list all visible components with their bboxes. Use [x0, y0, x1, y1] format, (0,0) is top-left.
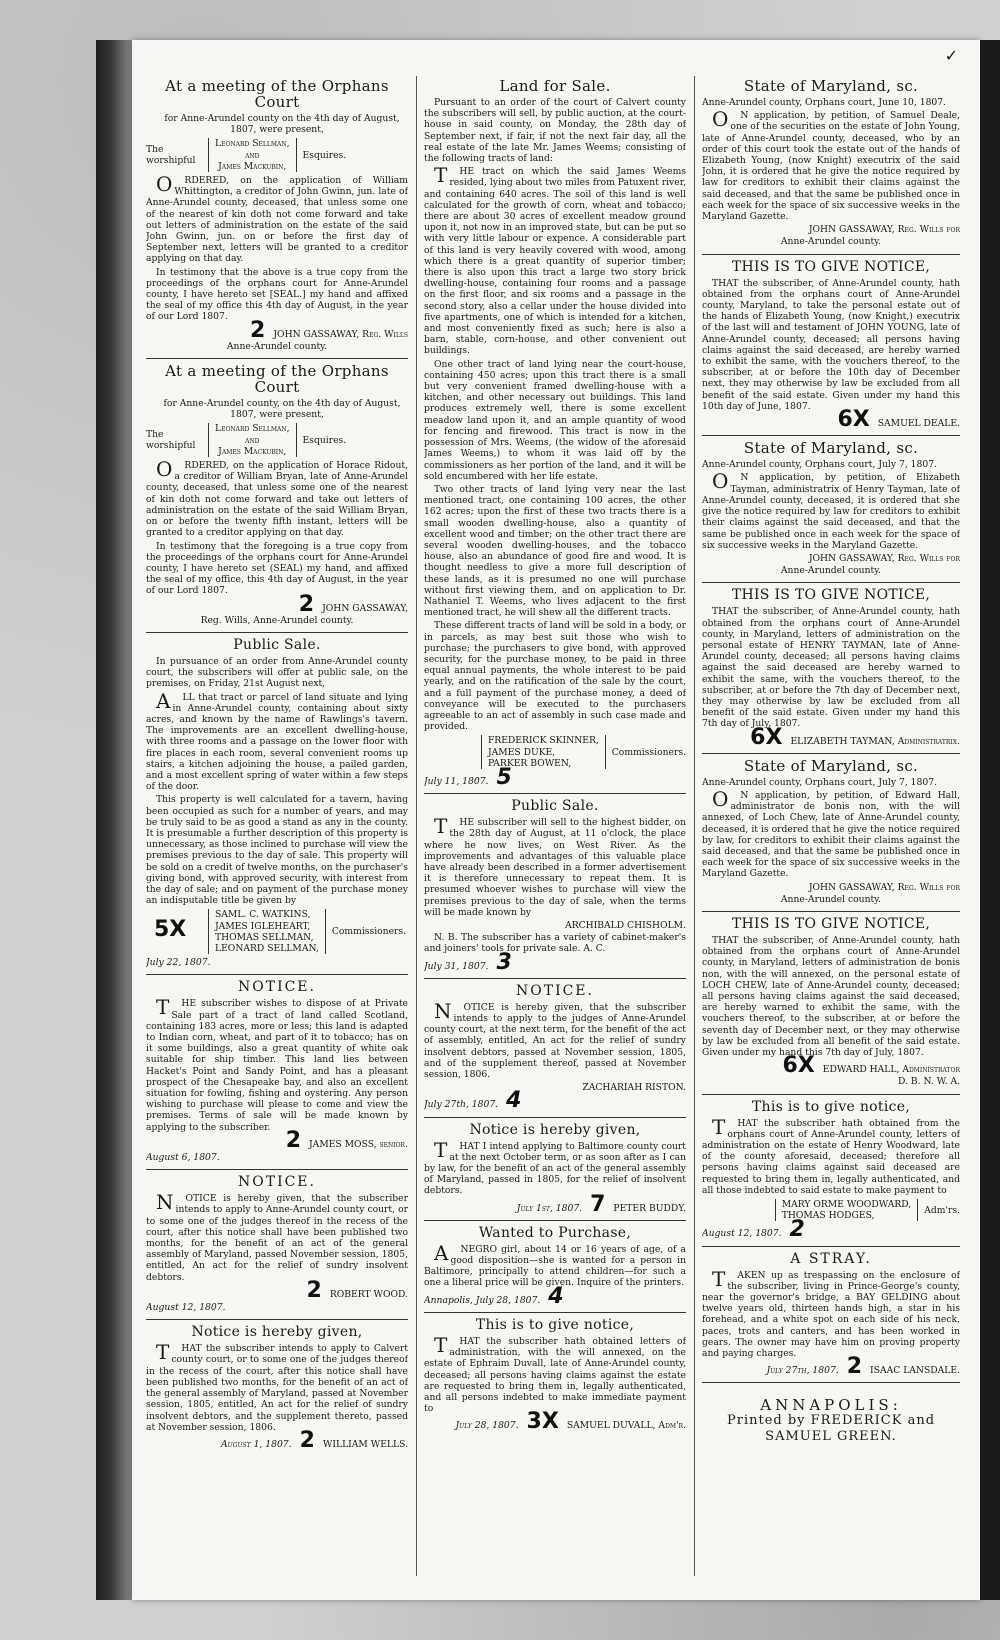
ad-body: Pursuant to an order of the court of Calvert county the subscribers will sell, by public auction, at the court-house in said county, on Monday, the 28th day of September next, if fair, if not the next fair day, all the real estate of the late Mr. James Weems; consisting of the following tracts of land: — [424, 97, 686, 165]
ad-body: ORDERED, on the application of William Whittington, a creditor of John Gwinn, jun. late of Anne-Arundel county, deceased, that unless some one of the nearest of kin doth not come forward and take out letters of administration on the estate of the said John Gwinn, jun. on or before the first day of September next, letters will be granted to a creditor applying on that day. — [146, 172, 408, 265]
signature — [702, 1354, 960, 1380]
ad-body: ANEGRO girl, about 14 or 16 years of age, of a good disposition—she is wanted for a person in Baltimore, principally to attend children—for such a one a liberal price will be given. Inquire of the printers. — [424, 1240, 686, 1289]
signature-name: SAMUEL DUVALL, Adm'r. — [566, 1420, 686, 1432]
signature — [424, 1409, 686, 1435]
ad-subtitle: for Anne-Arundel county on the 4th day of August, 1807, were present, — [164, 113, 400, 136]
ad-body: ON application, by petition, of Samuel Deale, one of the securities on the estate of John Young, late of Anne-Arundel county, deceased, who by an order of this court took the estate out of the hands of Elizabeth Young, (now Knight) executrix of the said John, it is ordered that he give the notice required by law for creditors to exhibit their claims against the said deceased, and that the same be published once in each week for the space of six successive weeks in the Maryland Gazette. — [702, 107, 960, 223]
ad-title: This is to give notice, — [751, 1098, 911, 1115]
newspaper-page — [132, 40, 980, 1600]
divider — [702, 1094, 960, 1095]
a-stray — [702, 1250, 960, 1380]
ad-nb: N. B. The subscriber has a variety of cabinet-maker's and joiners' tools for private sale. A. C. — [424, 932, 686, 955]
handwritten-mark: 7 — [590, 1191, 606, 1217]
justice-name: James Mackubin, — [218, 160, 287, 172]
ad-body: THAT the subscriber, of Anne-Arundel county, hath obtained from the orphans court of Anne-Arundel county, in Maryland, letters of administration on the personal estate of HENRY TAYMAN, late of Anne-Arundel county, deceased; all persons having claims against the said deceased are hereby warned to exhibit the same, with the vouchers thereof, to the subscriber, at or before the 7th day of December next, they may otherwise by law be excluded from all benefit of the said estate. Given under my hand this 7th day of July, 1807. — [702, 606, 960, 730]
ad-body: ORDERED, on the application of Horace Ridout, a creditor of William Bryan, late of Anne-Arundel county, deceased, that unless some one of the nearest of kin doth not come forward and take out letters of administration on the estate of the said William Bryan, on or before the twenty fifth instant, letters will be granted to a creditor applying on that day. — [146, 457, 408, 539]
signature-office: Anne-Arundel county. — [780, 236, 882, 248]
notice-robert-wood — [146, 1174, 408, 1313]
divider — [702, 1382, 960, 1383]
signature — [702, 724, 960, 750]
signature — [146, 591, 408, 617]
commissioner-name: FREDERICK SKINNER, — [487, 735, 599, 747]
ad-body: NOTICE is hereby given, that the subscriber intends to apply to the judges of Anne-Arundel county court, at the next term, for the benefit of the act of assembly, entitled, An act for the relief of sundry insolvent debtors, passed at November session, 1805, and of the supplement thereof, passed at November session, 1806. — [424, 998, 686, 1081]
give-notice-edward-hall — [702, 916, 960, 1088]
handwritten-mark: 2 — [285, 1127, 301, 1153]
notice-scotland-land — [146, 979, 408, 1163]
ad-date: July 28, 1807. — [455, 1420, 519, 1432]
column-1 — [146, 76, 408, 1576]
ad-body: THE tract on which the said James Weems resided, lying about two miles from Patuxent river, and containing 640 acres. The soil of this land is well calculated for the growth of corn, wheat and tobacco; there are about 30 acres of excellent meadow ground upon it, not now in an improved state, but can be put so with very little labour or expence. A considerable part of this land is very heavily covered with wood, among which there is a great quantity of superior timber; there is also upon this tract a large two story brick dwelling-house, containing four rooms and a passage on the first floor, and six rooms and a passage in the second story, also a cellar under the house divided into five apartments, one of which is intended for a kitchen, and most conveniently fixed as such; here is also a barn, stable, corn-house, and other convenient out buildings. — [424, 163, 686, 357]
ad-body: In pursuance of an order from Anne-Arundel county court, the subscribers will offer at public sale, on the premises, on Friday, 21st August next, — [146, 655, 408, 690]
divider — [424, 978, 686, 979]
colophon — [702, 1397, 960, 1445]
names-suffix: Esquires. — [302, 149, 347, 161]
justices-list — [146, 423, 408, 457]
column-rule — [694, 76, 695, 1576]
ad-date: August 12, 1807. — [146, 1302, 226, 1314]
divider — [146, 632, 408, 633]
signature: ZACHARIAH RISTON. — [582, 1082, 686, 1094]
ad-title: This is to give notice, — [475, 1316, 635, 1333]
handwritten-mark: 4 — [506, 1088, 522, 1114]
commissioners-list — [424, 735, 686, 769]
justices-list — [146, 138, 408, 172]
notice-william-wells — [146, 1324, 408, 1453]
divider — [702, 911, 960, 912]
signature: JOHN GASSAWAY, Reg. Wills for — [808, 881, 960, 893]
ad-title: At a meeting of the Orphans Court — [165, 362, 389, 397]
ad-body: THAT the subscriber hath obtained from the orphans court of Anne-Arundel county, letters of administration on the estate of Henry Woodward, late of the county aforesaid, deceased; therefore all persons having claims against said deceased are requested to bring them in, legally authenticated, and all those indebted to said estate to make payment to — [702, 1114, 960, 1196]
ad-title: At a meeting of the Orphans Court — [165, 77, 389, 111]
handwritten-mark: 2 — [299, 1427, 315, 1453]
handwritten-mark: 4 — [548, 1283, 564, 1309]
ad-body: ON application, by petition, of Elizabeth Tayman, administratrix of Henry Tayman, late of Anne-Arundel county, deceased, it is ordered that she give the notice required by law for creditors to exhibit their claims against the said deceased, and that the same be published once in each week for the space of six successive weeks in the Maryland Gazette. — [702, 469, 960, 551]
date-text: August 12, 1807. — [702, 1228, 782, 1240]
mark-text: 5X — [154, 917, 187, 943]
signature-name: WILLIAM WELLS. — [322, 1438, 408, 1450]
ad-title: Land for Sale. — [499, 77, 611, 95]
land-for-sale-weems — [424, 77, 686, 790]
ad-date: July 27th, 1807. — [766, 1365, 839, 1377]
divider — [146, 1169, 408, 1170]
orphans-court-notice-gwinn — [146, 78, 408, 352]
scan-right-edge — [980, 40, 1000, 1600]
signature-name: PETER BUDDY. — [613, 1202, 686, 1214]
names-bracket — [208, 423, 297, 457]
signature-office: Anne-Arundel county. — [226, 340, 328, 352]
ad-date — [702, 1217, 960, 1243]
ad-date — [424, 1283, 686, 1309]
ad-title: Public Sale. — [233, 636, 321, 653]
ad-title: Public Sale. — [511, 798, 599, 815]
divider — [146, 358, 408, 359]
signature — [702, 407, 960, 433]
names-prefix: The worshipful — [146, 429, 196, 452]
notice-duvall-estate — [424, 1316, 686, 1435]
ad-body: These different tracts of land will be sold in a body, or in parcels, as may best suit those who wish to purchase; the purchasers to give bond, with approved security, for the purchase money, to be paid in three equal annual payments, the whole interest to be paid yearly, and on the ratification of the sale by the court, and a full payment of the purchase money, a deed of conveyance will be executed to the purchasers agreeable to an act of assembly in such case made and provided. — [424, 620, 686, 733]
divider — [702, 582, 960, 583]
handwritten-mark: 6X — [782, 1053, 815, 1079]
column-rule — [416, 76, 417, 1576]
public-sale-west-river — [424, 798, 686, 975]
ad-title: Notice is hereby given, — [469, 1121, 641, 1138]
names-bracket — [208, 138, 297, 172]
signature — [702, 1053, 960, 1079]
signature-name: JAMES MOSS, senior. — [309, 1138, 408, 1150]
signature: JOHN GASSAWAY, Reg. Wills for — [808, 224, 960, 236]
ad-body: NOTICE is hereby given, that the subscriber intends to apply to Anne-Arundel county court, or to some one of the judges thereof in the recess of the court, after this notice shall have been published two months, for the benefit of an act of the general assembly of Maryland, passed November session, 1805, entitled, An act for the relief of sundry insolvent debtors. — [146, 1190, 408, 1283]
signature — [146, 1277, 408, 1303]
divider — [424, 1117, 686, 1118]
names-prefix: The worshipful — [146, 144, 196, 167]
state-of-maryland-chew — [702, 758, 960, 905]
justice-name: Leonard Sellman, — [215, 423, 290, 435]
ad-body: THAT I intend applying to Baltimore county court at the next October term, or as soon after as I can by law, for the benefit of an act of the general assembly of Maryland, passed in 1805, for the relief of insolvent debtors. — [424, 1137, 686, 1197]
handwritten-mark: 2 — [306, 1277, 322, 1303]
ad-subtitle: Anne-Arundel county, Orphans court, June 10, 1807. — [702, 97, 947, 108]
ad-subtitle: Anne-Arundel county, Orphans court, July 7, 1807. — [702, 776, 937, 788]
handwritten-mark: 2 — [298, 591, 315, 617]
ad-subtitle: for Anne-Arundel county, on the 4th day of August, 1807, were present, — [163, 398, 401, 421]
ad-subtitle: Anne-Arundel county, Orphans court, July 7, 1807. — [702, 459, 937, 471]
orphans-court-notice-bryan — [146, 363, 408, 626]
handwritten-mark: 2 — [250, 317, 266, 343]
handwritten-mark: 2 — [789, 1217, 805, 1243]
commissioner-name: JAMES DUKE, — [487, 746, 556, 758]
wanted-to-purchase — [424, 1224, 686, 1309]
commissioners-list — [146, 909, 408, 954]
ad-body: This property is well calculated for a tavern, having been occupied as such for a number of years, and may be truly said to be as good a stand as any in the county. It is presumable a further description of this property is unnecessary, as those inclined to purchase will view the premises previous to the day of sale. This property will be sold on a credit of twelve months, on the purchaser's giving bond, with approved security, with interest from the day of sale; and on payment of the purchase money an indisputable title be given by — [146, 794, 408, 907]
ad-date: August 6, 1807. — [146, 1152, 220, 1164]
signature-name: ISAAC LANSDALE. — [870, 1365, 960, 1377]
conjunction: and — [245, 149, 260, 161]
divider — [702, 753, 960, 754]
date-text: July 27th, 1807. — [424, 1099, 499, 1111]
names-bracket — [208, 909, 326, 954]
signature-name: ELIZABETH TAYMAN, Administratrix. — [790, 735, 960, 747]
ad-date — [424, 949, 686, 975]
ad-body: ALL that tract or parcel of land situate and lying in Anne-Arundel county, containing about sixty acres, and known by the name of Rawlings's tavern. The improvements are an excellent dwelling-house, with three rooms and a passage on the lower floor with fire places in each room, several convenient rooms up stairs, a kitchen adjoining the house, a pailed garden, and a most excellent spring of water within a few steps of the door. — [146, 688, 408, 793]
ad-title: THIS IS TO GIVE NOTICE, — [731, 258, 931, 275]
binding-shadow — [96, 40, 136, 1600]
divider — [146, 974, 408, 975]
justice-name: James Mackubin, — [218, 445, 287, 457]
signature — [146, 317, 408, 343]
ad-body: TAKEN up as trespassing on the enclosure of the subscriber, living in Prince-George's county, near the governor's bridge, a BAY GELDING about twelve years old, thirteen hands high, a star in his forehead, and a white spot on each side of his neck, paces, trots and canters, and has been worked in gears. The owner may have him on proving property and paying charges. — [702, 1266, 960, 1360]
commissioner-name: THOMAS SELLMAN, — [215, 931, 314, 943]
ad-title: NOTICE. — [516, 982, 594, 999]
handwritten-mark: 3X — [526, 1409, 559, 1435]
commissioner-name: PARKER BOWEN, — [487, 757, 572, 769]
ad-body: One other tract of land lying near the court-house, containing 450 acres; upon this tract there is a small but very convenient framed dwelling-house with a kitchen, and other necessary out buildings. This land produces extremely well, there is some excellent meadow land upon it, and an ample quantity of wood for fencing and firewood. This tract is now in the possession of Mrs. Weems, (the widow of the aforesaid James Weems,) to whom it was laid off by the commissioners as her portion of the land, and it will be sold encumbered with her life estate. — [424, 358, 686, 482]
ad-title: Wanted to Purchase, — [478, 1224, 632, 1241]
ad-date: July 1st, 1807. — [516, 1202, 583, 1214]
ad-date: July 22, 1807. — [146, 957, 211, 969]
ad-body: THAT the subscriber, of Anne-Arundel county, hath obtained from the orphans court of Anne-Arundel county, Maryland, to take the personal estate out of the hands of Elizabeth Young, (now Knight,) executrix of the last will and testament of JOHN YOUNG, late of Anne-Arundel county, deceased; all persons having claims against the said deceased, are hereby warned to exhibit the same, with the vouchers thereof, to the subscriber, at or before the 10th day of December next, they may otherwise by law be excluded from all benefit of the said estate. Given under my hand this 10th day of June, 1807. — [702, 277, 960, 412]
state-of-maryland-tayman — [702, 440, 960, 576]
ad-body: Two other tracts of land lying very near the last mentioned tract, one containing 100 acres, the other 162 acres; upon the first of these two tracts there is a small wooden dwelling-house, also a quantity of excellent wood and timber; on the other tract there are several wooden dwelling-houses, and the tobacco house, also an abundance of good fire and wood. It is thought needless to give a more full description of these lands, as it is presumed no one will purchase without first viewing them, and on application to Dr. Nathaniel T. Weems, who lives adjacent to the first mentioned tract, he will shew all the different tracts. — [424, 483, 686, 619]
ad-title: Notice is hereby given, — [191, 1324, 363, 1341]
ad-date: August 1, 1807. — [221, 1438, 292, 1450]
ad-title: NOTICE. — [238, 1174, 316, 1191]
corner-mark: ✓ — [944, 46, 958, 65]
handwritten-mark: 3 — [496, 949, 512, 975]
signature-name: JOHN GASSAWAY, Reg. Wills — [273, 328, 408, 340]
notice-zachariah-riston — [424, 982, 686, 1114]
state-of-maryland-young — [702, 78, 960, 248]
give-notice-samuel-deale — [702, 258, 960, 433]
names-suffix: Esquires. — [302, 434, 347, 446]
ad-title: A STRAY. — [790, 1250, 872, 1267]
signature-office: Anne-Arundel county. — [780, 893, 882, 905]
commissioner-name: LEONARD SELLMAN, — [215, 943, 319, 954]
column-3 — [702, 76, 960, 1576]
divider — [424, 793, 686, 794]
signature-name: EDWARD HALL, Administrator — [822, 1064, 960, 1076]
signature: JOHN GASSAWAY, Reg. Wills for — [808, 552, 960, 564]
divider — [424, 1220, 686, 1221]
handwritten-mark: 6X — [750, 724, 783, 750]
administrator-name: MARY ORME WOODWARD, — [781, 1199, 912, 1211]
signature-office: Anne-Arundel county. — [780, 565, 882, 577]
role-label: Adm'rs. — [924, 1204, 960, 1216]
signature — [146, 1127, 408, 1153]
colophon-printer: Printed by FREDERICK and SAMUEL GREEN. — [726, 1413, 936, 1445]
ad-body: In testimony that the above is a true copy from the proceedings of the orphans court for Anne-Arundel county, I have hereto set [SEAL.] my hand and affixed the seal of my office this 4th day of August, in the year of our Lord 1807. — [146, 266, 408, 323]
ad-title: THIS IS TO GIVE NOTICE, — [731, 915, 931, 932]
ad-title: State of Maryland, sc. — [743, 439, 919, 458]
signature — [424, 1191, 686, 1217]
divider — [424, 1312, 686, 1313]
names-bracket — [481, 735, 606, 769]
ad-title: State of Maryland, sc. — [743, 756, 919, 775]
ad-body: THE subscriber will sell to the highest bidder, on the 28th day of August, at 11 o'clock, the place where he now lives, on West River. As the improvements and advantages of this valuable place have already been described in a former advertisement it is therefore unnecessary to repeat them. It is presumed whoever wishes to purchase will view the premises previous to the day of sale, when the terms will be made known by — [424, 814, 686, 918]
signature: ARCHIBALD CHISHOLM. — [565, 920, 686, 932]
handwritten-mark: 2 — [846, 1354, 863, 1380]
administrator-name: THOMAS HODGES, — [781, 1210, 875, 1222]
ad-body: ON application, by petition, of Edward Hall, administrator de bonis non, with the will annexed, of Loch Chew, late of Anne-Arundel county, deceased, it is ordered that he give the notice required by law, for creditors to exhibit their claims against the said deceased, and that the same be published once in each week for the space of six successive weeks in the Maryland Gazette. — [702, 786, 960, 880]
date-text: Annapolis, July 28, 1807. — [424, 1294, 541, 1306]
ad-title: State of Maryland, sc. — [743, 77, 919, 95]
signature-office: D. B. N. W. A. — [898, 1076, 960, 1088]
divider — [702, 435, 960, 436]
signature — [146, 1427, 408, 1453]
column-2 — [424, 76, 686, 1576]
give-notice-woodward — [702, 1098, 960, 1243]
date-text: July 31, 1807. — [424, 960, 489, 972]
role-label: Commissioners. — [331, 926, 407, 938]
ad-body: THAT the subscriber intends to apply to Calvert county court, or to some one of the judges thereof in the recess of the court, after this notice shall have been published two months, for the benefit of an act of the general assembly of Maryland, passed at November session, 1805, entitled, An act for the relief of sundry insolvent debtors, and the supplement thereto, passed at November session, 1806. — [146, 1340, 408, 1433]
ad-body: THAT the subscriber hath obtained letters of administration, with the will annexed, on the estate of Ephraim Duvall, late of Anne-Arundel county, deceased; all persons having claims against the estate are requested to bring them in, legally authenticated, and all persons indebted to make immediate payment to — [424, 1332, 686, 1415]
public-sale-rawlings-tavern — [146, 637, 408, 968]
handwritten-mark — [146, 917, 208, 943]
ad-date — [424, 764, 686, 790]
justice-name: Leonard Sellman, — [215, 138, 290, 150]
signature-name: JOHN GASSAWAY, — [322, 602, 408, 614]
ad-body: THAT the subscriber, of Anne-Arundel county, hath obtained from the orphans court of Anne-Arundel county, in Maryland, letters of administration de bonis non, with the will annexed, on the personal estate of LOCH CHEW, late of Anne-Arundel county, deceased; all persons having claims against the said deceased, are hereby warned to exhibit the same, with the vouchers thereof, to the subscriber, at or before the seventh day of December next, or they may otherwise by law be excluded from all benefit of the said estate. Given under my hand this 7th day of July, 1807. — [702, 934, 960, 1059]
commissioner-name: SAML. C. WATKINS, — [215, 909, 311, 921]
divider — [146, 1319, 408, 1320]
ad-title: NOTICE. — [238, 979, 316, 996]
administrators-list — [702, 1199, 960, 1221]
colophon-city: ANNAPOLIS: — [760, 1396, 902, 1415]
notice-peter-buddy — [424, 1121, 686, 1217]
ad-body: THE subscriber wishes to dispose of at Private Sale part of a tract of land called Scotland, containing 183 acres, more or less; this land is adapted to Indian corn, wheat, and part of it to tobacco; has on it some buildings, also a great quantity of white oak suitable for ship timber. This land lies between Hacket's Point and Sandy Point, and has a pleasant prospect of the Chesapeake bay, and also an excellent situation for fowling, fishing and oystering. Any person wishing to purchase will please to come and view the premises. Terms of sale will be made known by applying to the subscriber. — [146, 995, 408, 1133]
commissioner-name: JAMES IGLEHEART, — [215, 920, 311, 932]
ad-title: THIS IS TO GIVE NOTICE, — [731, 587, 931, 604]
signature-office: Reg. Wills, Anne-Arundel county. — [200, 614, 354, 626]
handwritten-mark: 5 — [496, 764, 512, 790]
signature-name: SAMUEL DEALE. — [877, 418, 960, 430]
give-notice-elizabeth-tayman — [702, 587, 960, 750]
ad-body: In testimony that the foregoing is a true copy from the proceedings of the orphans court for Anne-Arundel county, I have hereto set (SEAL) my hand, and affixed the seal of my office, this 4th day of August, in the year of our Lord 1807. — [146, 540, 408, 597]
signature-name: ROBERT WOOD. — [329, 1288, 408, 1300]
conjunction: and — [245, 434, 260, 446]
date-text: July 11, 1807. — [424, 775, 489, 787]
divider — [702, 1246, 960, 1247]
role-label: Commissioners. — [611, 746, 686, 758]
divider — [702, 254, 960, 255]
handwritten-mark: 6X — [837, 407, 870, 433]
